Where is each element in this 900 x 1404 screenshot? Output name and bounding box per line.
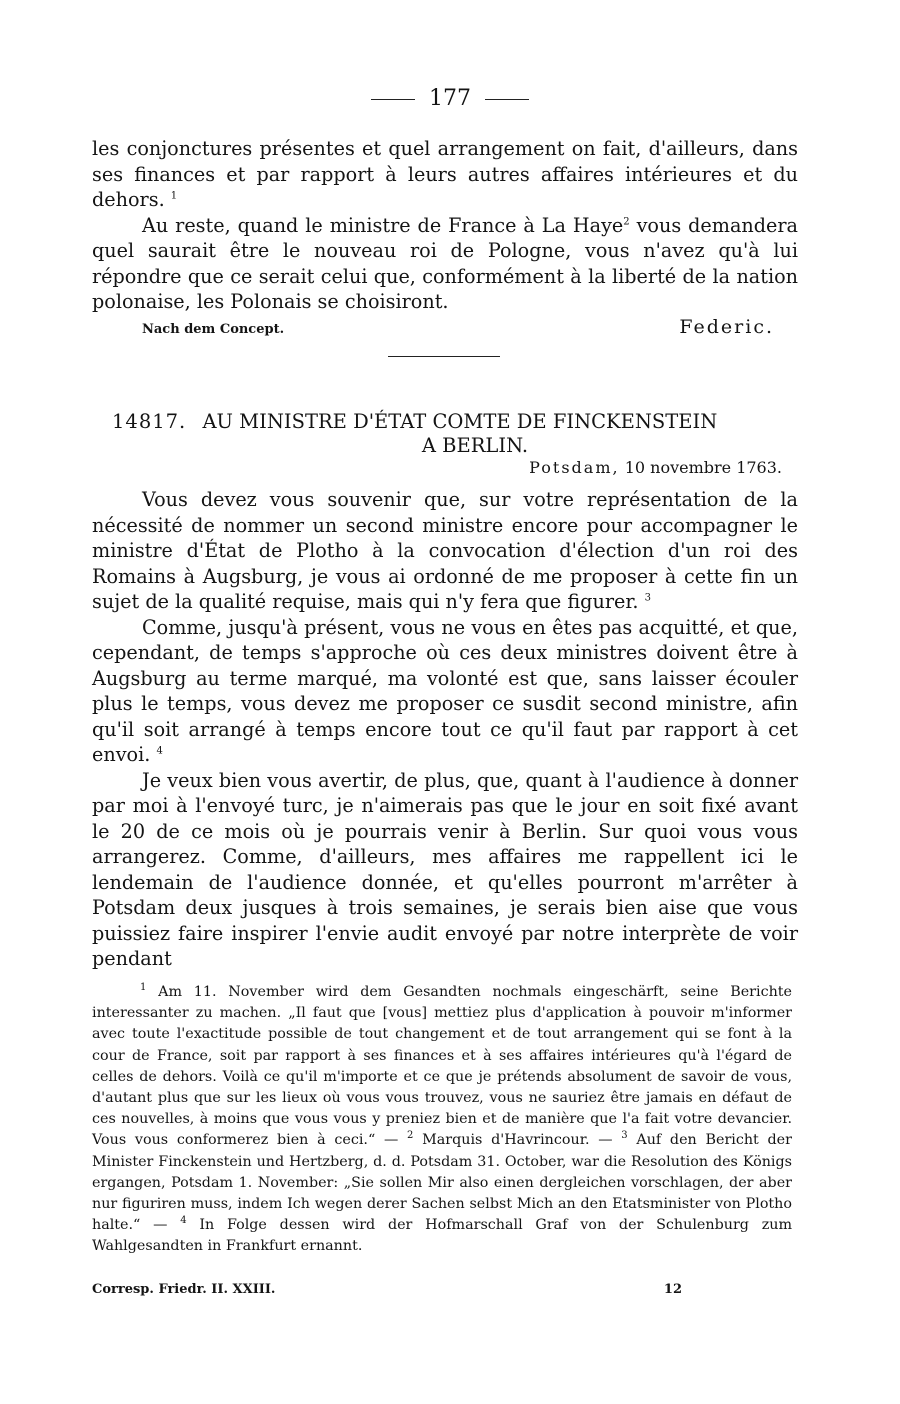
paragraph-la-haye: Au reste, quand le ministre de France à La Haye$^2$ vous demandera quel saurait être le nouveau roi de Pologne, vous n'avez qu'à lui répondre que ce serait celui que, conformément à la liberté de la nation polonaise, les Polonais se choisiront. — [92, 213, 798, 313]
footnote-ref-3: 3 — [644, 592, 651, 604]
footnote-ref-4: 4 — [156, 745, 163, 757]
letter-paragraph-3: Je veux bien vous avertir, de plus, que, quant à l'audience à donner par moi à l'envoyé turc, je n'aimerais pas que le jour en soit fixé avant le 20 de ce mois où je pourrais venir à Berlin. Sur quoi vous vous arrangerez. Comme, d'ailleurs, mes affaires me rappellent ici le lendemain de l'audience donnée, et qu'elles pourront m'arrêter à Potsdam deux jusques à trois semaines, je serais bien aise que vous puissiez faire inspirer l'envie audit envoyé par notre interprète de voir pendant — [92, 768, 798, 970]
letter-title-line1: AU MINISTRE D'ÉTAT COMTE DE FINCKENSTEIN — [202, 410, 718, 433]
letter-number: 14817. — [112, 410, 187, 433]
header-dash-right — [485, 99, 529, 100]
previous-letter-end — [92, 136, 798, 315]
footnote-block: $^1$ Am 11. November wird dem Gesandten nochmals eingeschärft, seine Berichte interessanter zu machen. „Il faut que [vous] mettiez plus d'application à pouvoir m'informer avec toute l'exactitude possible de tout changement et de tout arrangement qui se font à la cour de France, soit par rapport à ses finances et à ses affaires intérieures qu'à l'égard de celles de dehors. Voilà ce qu'il m'importe et ce que je prétends absolument de savoir de vous, d'autant plus que sur les lieux où vous vous trouvez, vous ne sauriez être jamais en défaut de ces nouvelles, à moins que vous vous y preniez bien et de manière que l'a fait votre devancier. Vous vous conformerez bien à ceci.“ — $^2$ Marquis d'Havrincour. — $^3$ Auf den Bericht der Minister Finckenstein und Hertzberg, d. d. Potsdam 31. October, war die Resolution des Königs ergangen, Potsdam 1. November: „Sie sollen Mir also einen dergleichen vorschlagen, der aber nur figuriren muss, indem Ich wegen derer Sachen selbst Mich an den Etatsminister von Plotho halte.“ — $^4$ In Folge dessen wird der Hofmarschall Graf von der Schulenburg zum Wahlgesandten in Frankfurt ernannt. — [92, 982, 792, 1255]
footnote-2: Marquis d'Havrincour. — — [413, 1132, 622, 1149]
letter-title-line2: A BERLIN. — [421, 434, 529, 457]
letter-paragraph-2: Comme, jusqu'à présent, vous ne vous en êtes pas acquitté, et que, cependant, de temps s'approche où ces deux ministres doivent être à Augsburg au terme marqué, ma volonté est que, sans laisser écouler plus le temps, vous devez me proposer ce susdit second ministre, afin qu'il soit arrangé à temps encore tout ce qu'il faut par rapport à cet envoi. $^4$ — [92, 615, 798, 766]
source-note: Nach dem Concept. — [142, 322, 285, 337]
letter-heading — [112, 410, 778, 458]
letter-paragraph-1: Vous devez vous souvenir que, sur votre représentation de la nécessité de nommer un second ministre encore pour accompagner le ministre d'État de Plotho à la convocation d'élection d'un roi des Romains à Augsburg, je vous ai ordonné de me proposer à cette fin un sujet de la qualité requise, mais qui n'y fera que figurer. $^3$ — [92, 488, 798, 613]
footnote-3: Auf den Bericht der Minister Finckenstein und Hertzberg, d. d. Potsdam 31. October, war die Resolution des Königs ergangen, Potsdam 1. November: „Sie sollen Mir also einen dergleichen vorschlagen, der aber nur figuriren muss, indem Ich wegen derer Sachen selbst Mich an den Etatsminister von Plotho halte.“ — — [92, 1132, 792, 1234]
footer-series: Corresp. Friedr. II. XXIII. — [92, 1282, 276, 1297]
page-footer — [92, 1282, 682, 1297]
signature: Federic. — [679, 316, 774, 338]
section-divider — [388, 356, 500, 357]
footnote-ref-2: 2 — [623, 216, 630, 228]
footnotes — [92, 982, 792, 1258]
date-place: Potsdam, — [529, 458, 620, 477]
continuation-paragraph: les conjonctures présentes et quel arrangement on fait, d'ailleurs, dans ses finances et par rapport à leurs autres affaires intérieures et du dehors. $^1$ — [92, 137, 798, 211]
letter-body — [92, 487, 798, 972]
dateline — [529, 458, 782, 477]
footnote-1: Am 11. November wird dem Gesandten nochmals eingeschärft, seine Berichte interessanter zu machen. „Il faut que [vous] mettiez plus d'application à pouvoir m'informer avec toute l'exactitude possible de tout changement et de tout arrangement qui se font à la cour de France, soit par rapport à ses finances et à ses affaires intérieures qu'à l'égard de celles de dehors. Voilà ce qu'il m'importe et ce que je prétends absolument de savoir de vous, d'autant plus que sur les lieux où vous vous trouvez, vous ne sauriez être jamais en défaut de ces nouvelles, à moins que vous vous y preniez bien et de manière que l'a fait votre devancier. Vous vous conformerez bien à ceci.“ — — [92, 984, 792, 1149]
footer-signature-mark: 12 — [663, 1282, 682, 1297]
footnote-4: In Folge dessen wird der Hofmarschall Graf von der Schulenburg zum Wahlgesandten in Frankfurt ernannt. — [92, 1217, 792, 1255]
page-header — [0, 86, 900, 111]
date-day: 10 novembre 1763. — [624, 458, 782, 477]
header-dash-left — [371, 99, 415, 100]
page-number: 177 — [429, 86, 471, 111]
footnote-ref-1: 1 — [170, 190, 178, 202]
